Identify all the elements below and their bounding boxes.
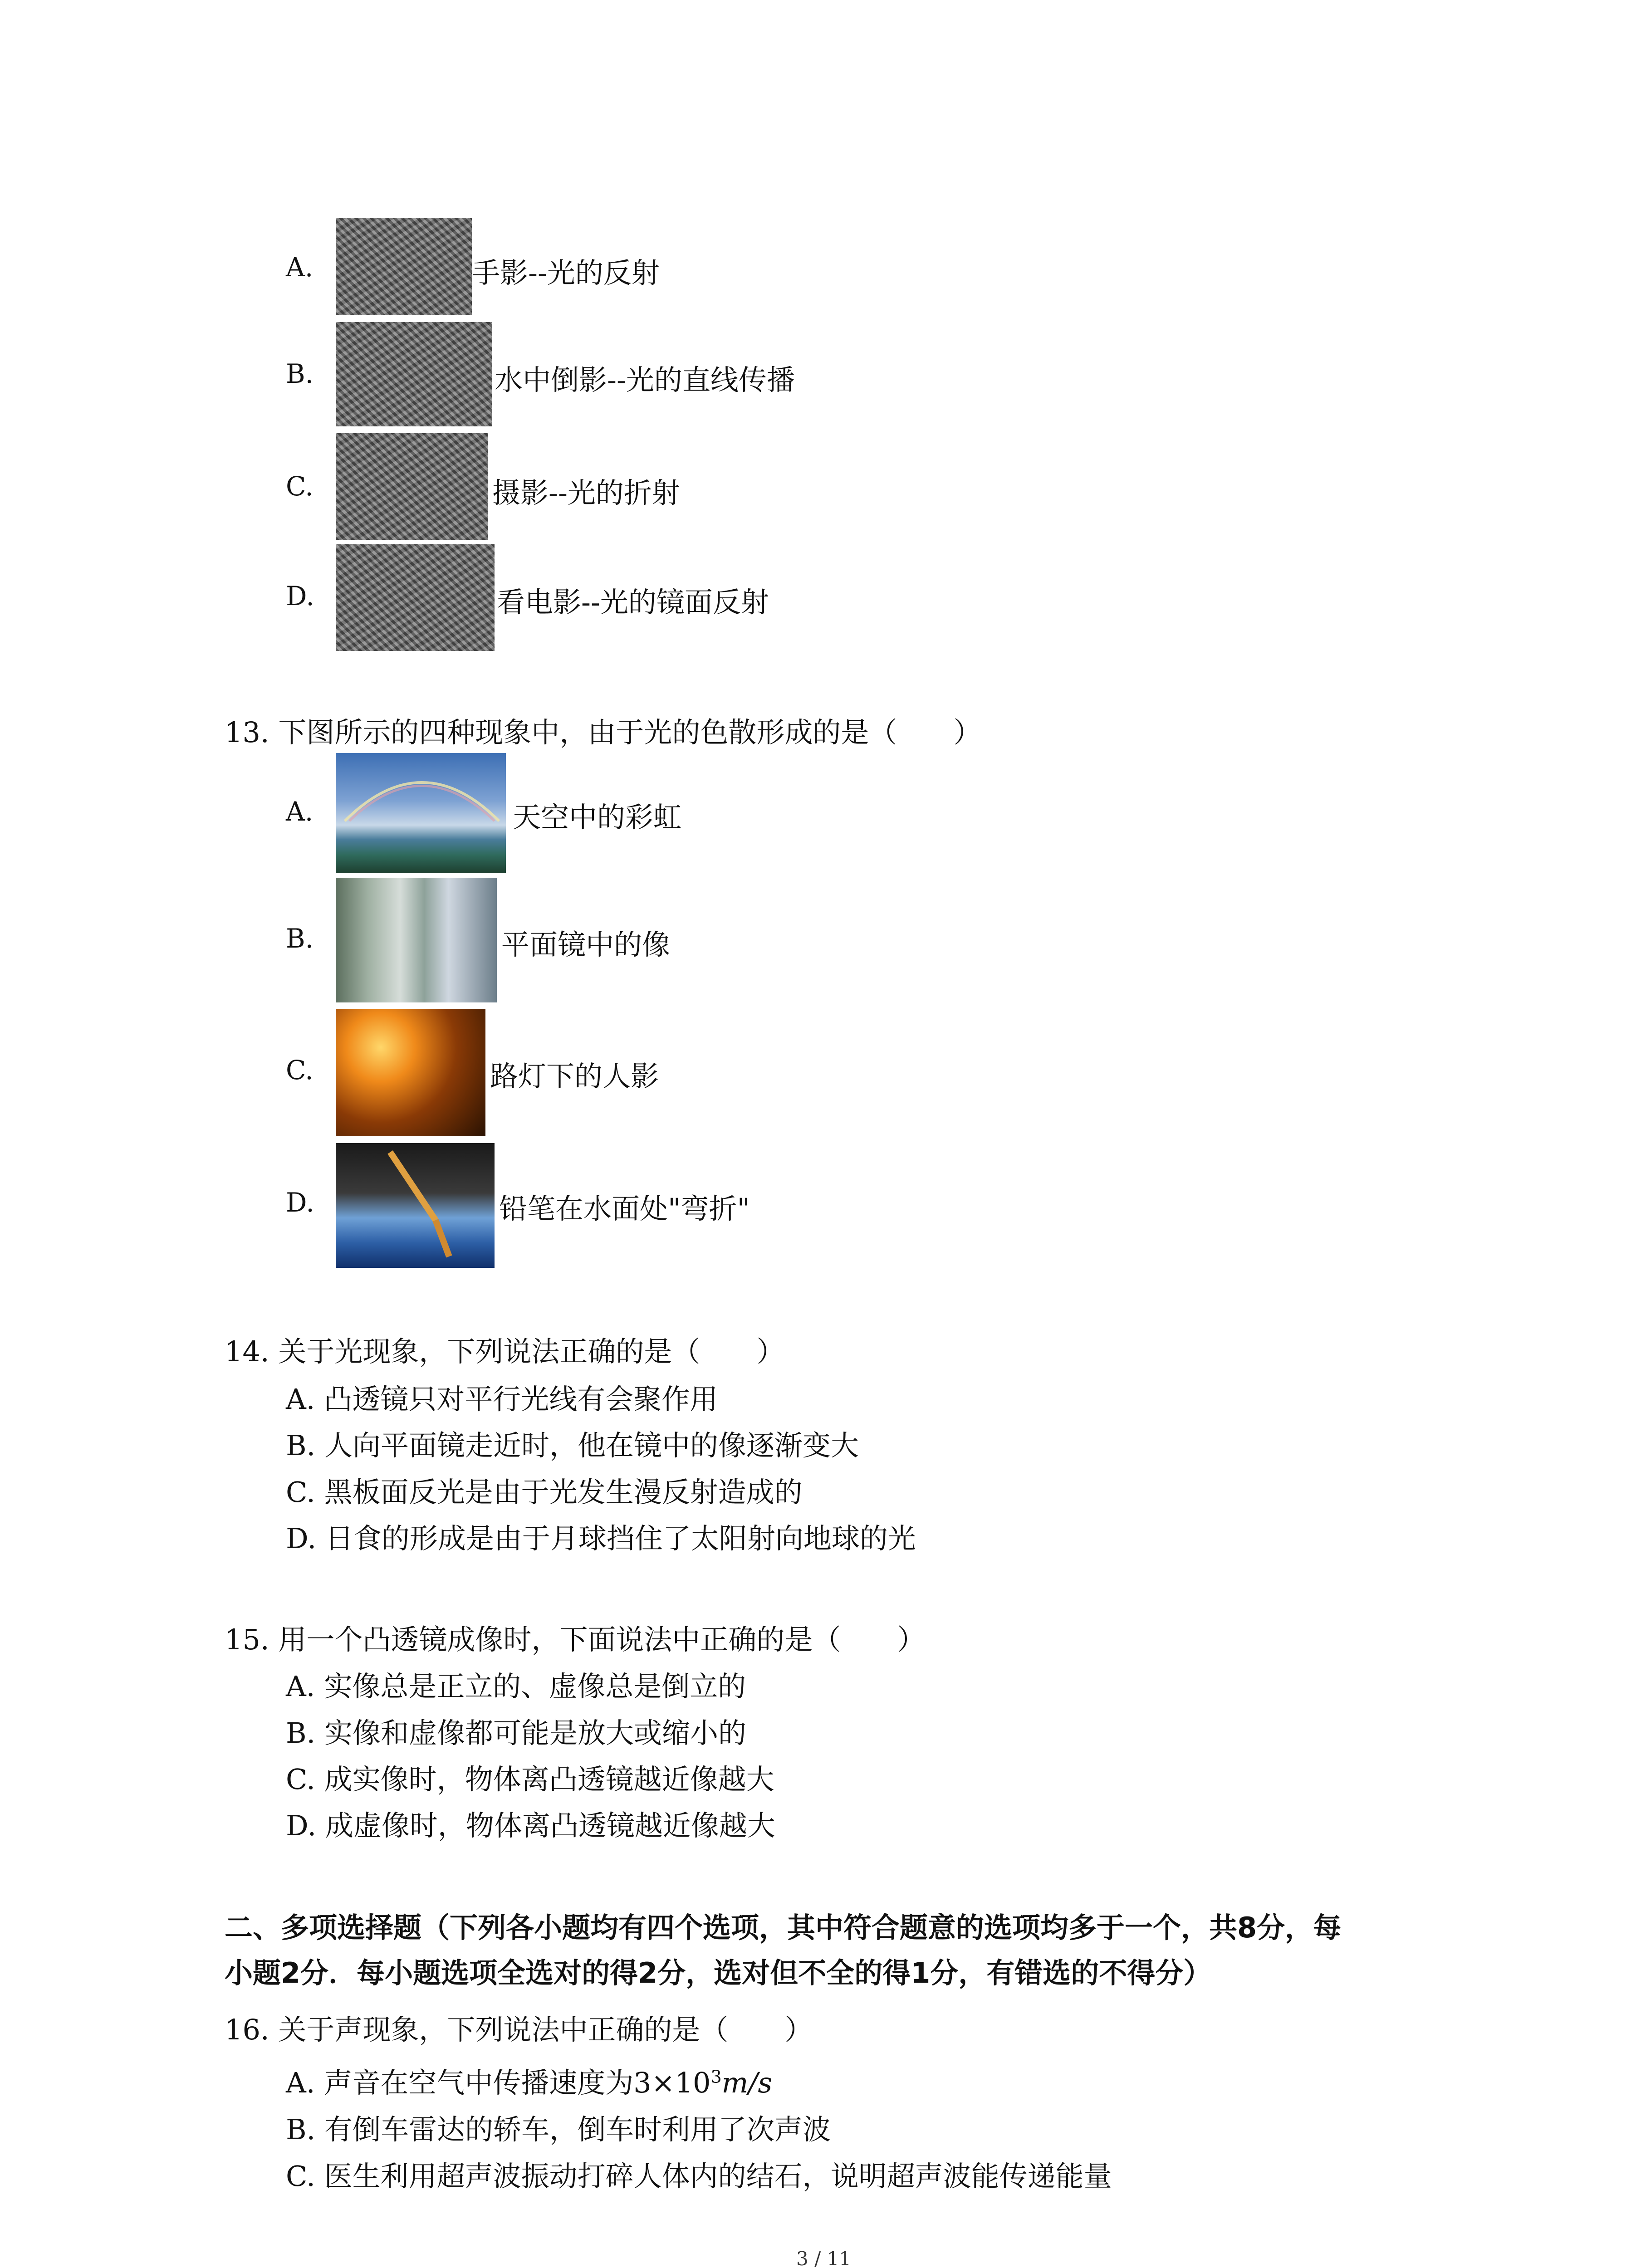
streetlamp-image bbox=[336, 1009, 485, 1136]
rainbow-arc-icon bbox=[336, 753, 506, 873]
q12-option-a bbox=[286, 218, 830, 315]
rainbow-image bbox=[336, 753, 506, 873]
pencil-water-image bbox=[336, 1143, 495, 1268]
option-letter: B. bbox=[286, 358, 314, 389]
q15-choice-a: A. 实像总是正立的、虚像总是倒立的 bbox=[286, 1670, 746, 1703]
mirror-image bbox=[336, 878, 497, 1002]
movie-image bbox=[336, 544, 495, 651]
q15-choice-b: B. 实像和虚像都可能是放大或缩小的 bbox=[286, 1716, 746, 1750]
question-number: 15. bbox=[225, 1623, 269, 1656]
choice-a-text: A. 声音在空气中传播速度为3×10 bbox=[286, 2066, 711, 2099]
option-letter: A. bbox=[286, 796, 314, 827]
q13-option-a bbox=[286, 753, 830, 873]
option-text: 水中倒影--光的直线传播 bbox=[495, 363, 795, 396]
q13-option-c bbox=[286, 1009, 830, 1136]
option-text: 手影--光的反射 bbox=[472, 256, 660, 289]
water-reflection-image bbox=[336, 322, 492, 426]
option-text: 摄影--光的折射 bbox=[492, 476, 680, 509]
q14-choice-a: A. 凸透镜只对平行光线有会聚作用 bbox=[286, 1383, 718, 1416]
q14-choice-b: B. 人向平面镜走近时，他在镜中的像逐渐变大 bbox=[286, 1429, 859, 1462]
q16-choice-c: C. 医生利用超声波振动打碎人体内的结石，说明超声波能传递能量 bbox=[286, 2160, 1112, 2193]
question-text: 关于声现象，下列说法中正确的是（ ） bbox=[278, 2013, 813, 2046]
q14-stem bbox=[225, 1329, 784, 1369]
q16-stem bbox=[225, 2007, 813, 2048]
q14-choice-d: D. 日食的形成是由于月球挡住了太阳射向地球的光 bbox=[286, 1522, 916, 1555]
option-text: 看电影--光的镜面反射 bbox=[497, 586, 769, 619]
q15-choice-d: D. 成虚像时，物体离凸透镜越近像越大 bbox=[286, 1809, 775, 1842]
page-number: 3 / 11 bbox=[796, 2248, 852, 2268]
question-number: 14. bbox=[225, 1335, 269, 1368]
option-letter: B. bbox=[286, 923, 314, 954]
question-text: 关于光现象，下列说法正确的是（ ） bbox=[278, 1335, 785, 1368]
option-letter: A. bbox=[286, 252, 314, 283]
option-letter: D. bbox=[286, 581, 314, 611]
section-2-heading-line-1: 二、多项选择题（下列各小题均有四个选项，其中符合题意的选项均多于一个，共8分，每 bbox=[225, 1911, 1342, 1944]
q16-choice-b: B. 有倒车雷达的轿车，倒车时利用了次声波 bbox=[286, 2113, 831, 2146]
q12-option-c bbox=[286, 433, 876, 540]
choice-a-exponent: 3 bbox=[710, 2067, 722, 2087]
choice-a-unit: m/s bbox=[721, 2066, 773, 2099]
question-number: 13. bbox=[225, 716, 269, 749]
q14-choice-c: C. 黑板面反光是由于光发生漫反射造成的 bbox=[286, 1476, 803, 1509]
hand-shadow-image bbox=[336, 218, 472, 315]
q13-option-b bbox=[286, 878, 830, 1002]
option-text: 平面镜中的像 bbox=[501, 928, 671, 961]
q15-choice-c: C. 成实像时，物体离凸透镜越近像越大 bbox=[286, 1763, 774, 1796]
q13-stem bbox=[225, 710, 981, 750]
q15-stem bbox=[225, 1617, 925, 1657]
photography-image bbox=[336, 433, 488, 540]
section-2-heading-line-2: 小题2分．每小题选项全选对的得2分，选对但不全的得1分，有错选的不得分） bbox=[225, 1956, 1212, 1989]
pencil-icon bbox=[336, 1143, 495, 1268]
question-number: 16. bbox=[225, 2013, 269, 2046]
q12-option-d bbox=[286, 544, 921, 651]
option-letter: D. bbox=[286, 1187, 314, 1218]
q13-option-d bbox=[286, 1143, 876, 1268]
q16-choice-a bbox=[286, 2060, 772, 2101]
option-text: 天空中的彩虹 bbox=[513, 801, 682, 834]
question-text: 用一个凸透镜成像时，下面说法中正确的是（ ） bbox=[278, 1623, 926, 1656]
option-text: 铅笔在水面处"弯折" bbox=[499, 1192, 750, 1225]
option-text: 路灯下的人影 bbox=[490, 1060, 659, 1093]
q12-option-b bbox=[286, 322, 921, 426]
option-letter: C. bbox=[286, 471, 314, 502]
question-text: 下图所示的四种现象中，由于光的色散形成的是（ ） bbox=[278, 716, 982, 749]
option-letter: C. bbox=[286, 1055, 314, 1085]
